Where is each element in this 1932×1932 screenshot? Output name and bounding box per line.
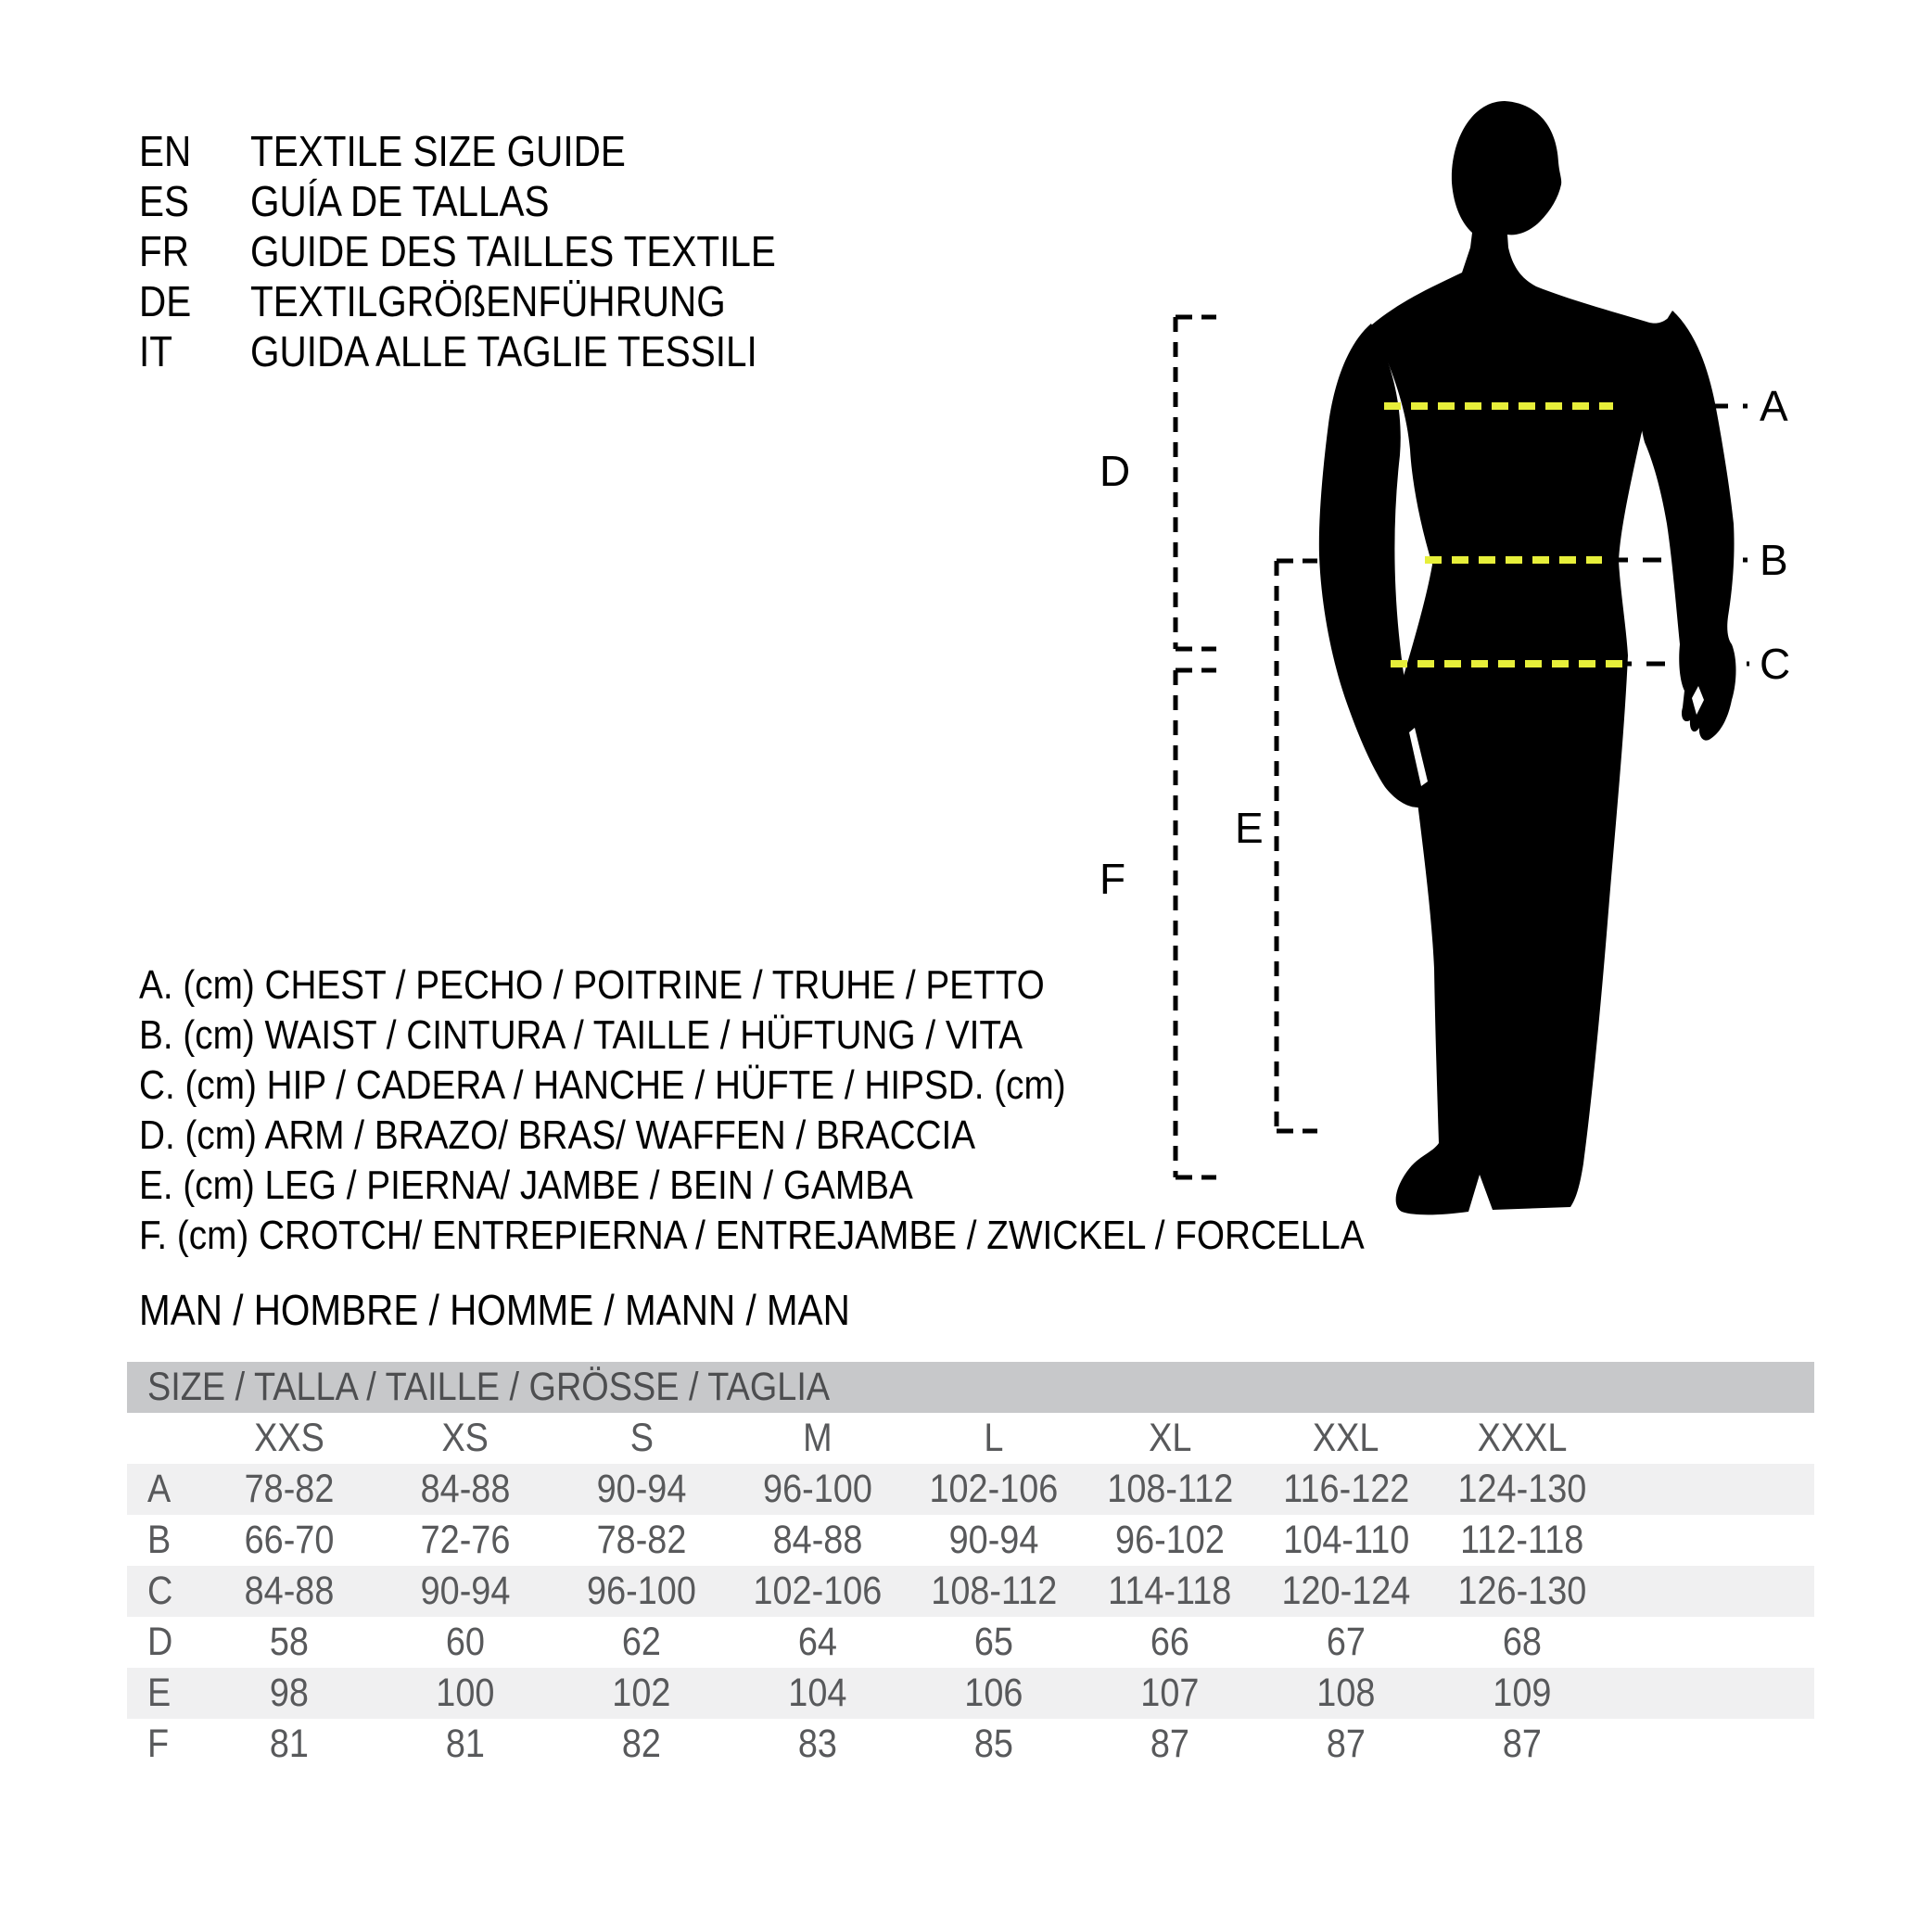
table-cell: 96-102 [1115,1518,1225,1562]
size-table-body [127,1464,1814,1770]
language-title: TEXTILE SIZE GUIDE [250,127,626,175]
table-cell: 108-112 [930,1569,1058,1613]
table-cell: 112-118 [1460,1518,1584,1562]
silhouette-right-arm [1640,311,1735,741]
size-column-header: L [984,1416,1004,1460]
table-cell: 98 [269,1671,310,1715]
figure-label-waist: B [1760,536,1788,584]
language-title: GUIDE DES TAILLES TEXTILE [250,227,776,275]
measurement-legend-item: E. (cm) LEG / PIERNA/ JAMBE / BEIN / GAMBA [139,1163,913,1208]
table-cell: 100 [436,1671,495,1715]
table-cell: 108-112 [1106,1467,1234,1511]
table-row [127,1566,1814,1617]
row-label: D [147,1620,173,1664]
row-label: F [147,1722,170,1766]
table-cell: 67 [1326,1620,1366,1664]
language-row [139,126,973,176]
table-cell: 82 [621,1722,662,1766]
size-column-header: S [629,1416,654,1460]
table-cell: 78-82 [244,1467,335,1511]
row-label: B [147,1518,172,1562]
table-cell: 90-94 [420,1569,511,1613]
table-cell: 84-88 [244,1569,335,1613]
table-cell: 81 [445,1722,486,1766]
figure-label-chest: A [1760,382,1788,430]
gender-line-text: MAN / HOMBRE / HOMME / MANN / MAN [139,1286,850,1334]
row-label: A [147,1467,172,1511]
table-cell: 102 [612,1671,671,1715]
table-cell: 90-94 [596,1467,687,1511]
table-cell: 114-118 [1108,1569,1232,1613]
table-cell: 87 [1502,1722,1543,1766]
table-row [127,1668,1814,1719]
table-cell: 84-88 [772,1518,863,1562]
language-title-block [139,126,973,376]
table-cell: 78-82 [596,1518,687,1562]
measurement-legend [139,960,1532,1261]
measurement-legend-item: B. (cm) WAIST / CINTURA / TAILLE / HÜFTUNG / VITA [139,1012,1023,1058]
table-cell: 58 [269,1620,310,1664]
language-row [139,326,973,376]
table-cell: 108 [1316,1671,1376,1715]
language-row [139,176,973,226]
size-table [127,1362,1814,1770]
size-table-title-text: SIZE / TALLA / TAILLE / GRÖSSE / TAGLIA [147,1365,831,1409]
row-label: C [147,1569,173,1613]
figure-label-arm: D [1099,447,1131,495]
table-row [127,1464,1814,1515]
table-cell: 87 [1326,1722,1366,1766]
table-cell: 104-110 [1282,1518,1410,1562]
size-table-header-row [127,1413,1814,1464]
table-cell: 96-100 [763,1467,872,1511]
table-cell: 72-76 [420,1518,511,1562]
figure-label-crotch: F [1099,855,1126,903]
language-title: TEXTILGRÖßENFÜHRUNG [250,277,726,325]
table-cell: 83 [797,1722,838,1766]
size-column-header: XXS [254,1416,324,1460]
language-code: EN [139,127,192,175]
table-cell: 62 [621,1620,662,1664]
figure-label-hip: C [1760,640,1791,688]
size-column-header: M [803,1416,833,1460]
table-row [127,1515,1814,1566]
table-cell: 106 [964,1671,1023,1715]
table-cell: 66-70 [244,1518,335,1562]
table-cell: 102-106 [753,1569,883,1613]
table-row [127,1617,1814,1668]
size-column-header: XS [441,1416,489,1460]
size-column-header: XXXL [1477,1416,1568,1460]
size-column-header: XXL [1313,1416,1379,1460]
figure-label-leg: E [1235,804,1264,852]
measurement-legend-item: D. (cm) ARM / BRAZO/ BRAS/ WAFFEN / BRACCIA [139,1112,976,1158]
language-title: GUÍA DE TALLAS [250,177,550,225]
table-cell: 87 [1150,1722,1190,1766]
table-cell: 104 [788,1671,847,1715]
table-cell: 124-130 [1457,1467,1587,1511]
language-code: IT [139,327,172,375]
table-cell: 96-100 [587,1569,696,1613]
language-row [139,276,973,326]
table-cell: 65 [973,1620,1014,1664]
table-cell: 126-130 [1457,1569,1587,1613]
language-row [139,226,973,276]
measurement-legend-item: F. (cm) CROTCH/ ENTREPIERNA / ENTREJAMBE / ZWICKEL / FORCELLA [139,1213,1365,1258]
table-cell: 90-94 [948,1518,1039,1562]
table-cell: 68 [1502,1620,1543,1664]
table-cell: 102-106 [929,1467,1059,1511]
table-cell: 81 [269,1722,310,1766]
table-cell: 85 [973,1722,1014,1766]
table-cell: 120-124 [1281,1569,1411,1613]
measurement-legend-item: C. (cm) HIP / CADERA / HANCHE / HÜFTE / HIPSD. (cm) [139,1062,1066,1108]
table-cell: 107 [1140,1671,1200,1715]
row-label: E [147,1671,172,1715]
size-table-corner-cell [127,1413,201,1464]
language-code: ES [139,177,190,225]
language-code: DE [139,277,192,325]
measurement-legend-item: A. (cm) CHEST / PECHO / POITRINE / TRUHE / PETTO [139,962,1045,1008]
table-row [127,1719,1814,1770]
table-cell: 60 [445,1620,486,1664]
table-cell: 64 [797,1620,838,1664]
table-cell: 109 [1493,1671,1552,1715]
gender-line [139,1285,947,1335]
size-table-title [127,1362,1814,1413]
table-cell: 116-122 [1282,1467,1410,1511]
table-cell: 84-88 [420,1467,511,1511]
language-code: FR [139,227,189,275]
language-title: GUIDA ALLE TAGLIE TESSILI [250,327,757,375]
size-column-header: XL [1148,1416,1192,1460]
table-cell: 66 [1150,1620,1190,1664]
